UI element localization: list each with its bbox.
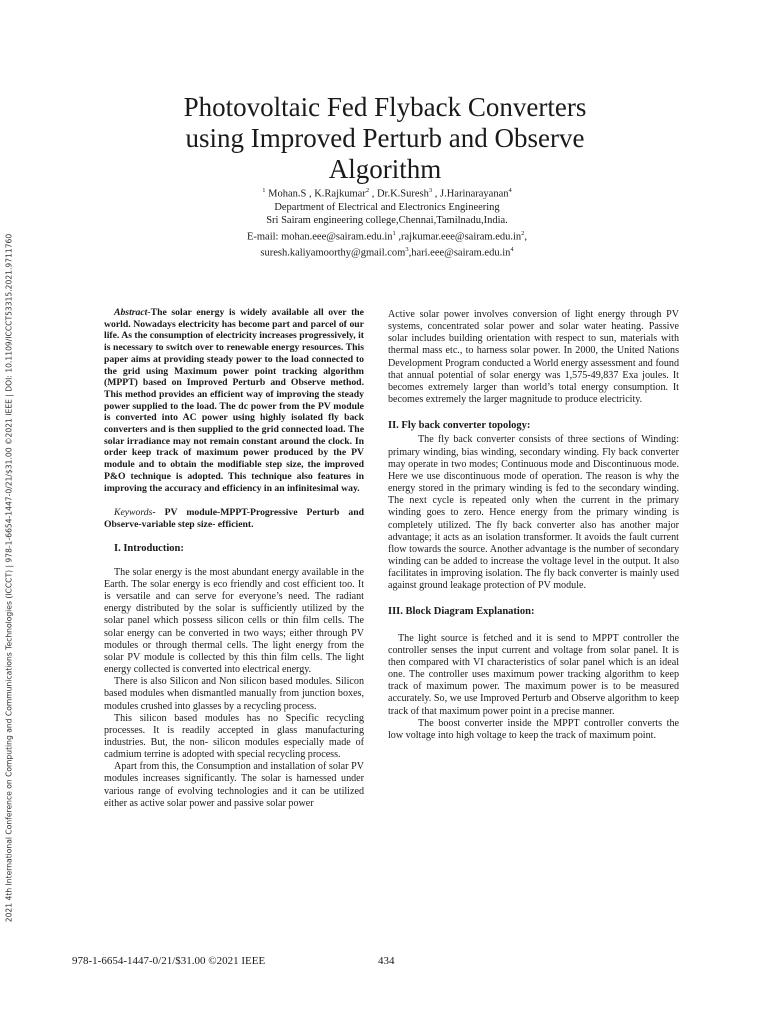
doi-sidebar [3, 185, 15, 970]
section-heading-block-diagram: III. Block Diagram Explanation: [388, 606, 535, 618]
intro-paragraph-1: The solar energy is the most abundant energy available in the Earth. The solar energy is eco friendly and cost efficient too. It is versatile and can serve for everyone’s need. The radiant energy distributed by the solar is sufficiently utilized by the solar panel which possess silicon cells or thin film cells. The solar energy can be converted in two ways; either through PV modules or through thermal cells. The light energy from the solar PV module is collected by this thin film cells. The light energy collected is converted into electrical energy. [104, 566, 364, 676]
intro-paragraph-3: This silicon based modules has no Specific recycling processes. It is readily accepted in glass manufacturing industries. But, the non- silicon modules especially made of cadmium terrine is adopted with special recycling process. [104, 712, 364, 761]
author-block [210, 184, 564, 260]
page-number: 434 [378, 955, 395, 967]
intro-paragraph-2: There is also Silicon and Non silicon based modules. Silicon based modules when dismantled manually from junction boxes, modules crushed into glasses by a recycling process. [104, 676, 364, 712]
footer-isbn: 978-1-6654-1447-0/21/$31.00 ©2021 IEEE [72, 955, 266, 967]
block-paragraph-2: The boost converter inside the MPPT controller converts the low voltage into high voltage to keep the track of maximum point. [388, 717, 679, 741]
section-heading-flyback: II. Fly back converter topology: [388, 420, 531, 432]
left-column [104, 307, 364, 810]
author-names: $^1$ Mohan.S , K.Rajkumar$^2$ , Dr.K.Suresh$^3$ , J.Harinarayanan$^4$ [262, 187, 512, 200]
title-line-1: Photovoltaic Fed Flyback Converters [183, 92, 587, 122]
block-paragraph-1: The light source is fetched and it is send to MPPT controller the controller senses the input current and voltage from solar panel. It is then compared with VI characteristics of solar panel which is an ideal one. The controller uses maximum power tracking algorithm to keep track of maximum power. The maximum power is to be measured accurately. So, we use Improved Perturb and Observe algorithm to keep track of that maximum power point in a precise manner. [388, 632, 679, 717]
keywords [104, 507, 364, 530]
author-department: Department of Electrical and Electronics Engineering [274, 201, 500, 213]
author-emails-1: E-mail: $mohan.eee@sairam.edu.in^1$ $,rajkumar.eee@sairam.edu.in^2$, [246, 229, 528, 242]
abstract-label: Abstract- [114, 307, 151, 318]
keywords-label: Keywords [114, 507, 153, 519]
abstract [104, 307, 364, 494]
doi-sidebar-text: 2021 4th International Conference on Computing and Communications Technologies (ICCCT) | 978-1-6654-1447-0/21/$31.00 ©2021 IEEE | DOI: 10.1109/ICCCT53315.2021.9711760 [4, 233, 14, 922]
abstract-text: The solar energy is widely available all over the world. Nowadays electricity has become part and parcel of our life. As the consumption of electricity increases progressively, it is necessary to switch over to renewable energy resources. This paper aims at providing steady power to the load connected to the grid using Maximum power point tracking algorithm (MPPT) based on Improved Perturb and Observe method. This method provides an efficient way of improving the steady power supplied to the load. The dc power from the PV module is converted into AC power using highly isolated fly back converters and is then supplied to the grid connected load. The solar irradiance may not remain constant around the clock. In order keep track of maximum power produced by the PV module and to obtain the modifiable step size, the improved P&O technique is adopted. This technique also features in improving the accuracy and efficiency in an infinitesimal way. [104, 307, 364, 494]
right-paragraph-1: Active solar power involves conversion of light energy through PV systems, concentrated solar power and solar water heating. Passive solar includes building orientation with respect to sun, materials with thermal mass etc., to harness solar power. In 2000, the United Nations Development Program conducted a World energy assessment and found that annual potential of solar energy was 1,575-49,837 Exa joules. It becomes extremely larger than world’s total energy consumption. It becomes extremely the larger magnitude to produce electricity. [388, 309, 679, 406]
paper-title [150, 92, 620, 185]
keywords-text: - PV module-MPPT-Progressive Perturb and Observe-variable step size- efficient. [104, 507, 364, 530]
right-column [388, 309, 679, 742]
flyback-paragraph: The fly back converter consists of three sections of Winding: primary winding, bias winding, secondary winding. Fly back converter may operate in two modes; Continuous mode and Discontinuous mode. Here we use discontinuous mode of operation. The reason is why the energy stored in the primary winding is fed to the secondary winding. The next cycle is repeated only when the current in the primary winding goes to zero. Hence energy from the primary winding is completely utilized. The fly back converter also has another major advantage; it acts as an isolation transformer. It avoids the fault current flow towards the source. Another advantage is the number of secondary winding can be added to increase the voltage level in the output. It also facilitates in improving isolation. The fly back converter is mainly used against ground leakage protection of PV module. [388, 434, 679, 592]
author-emails-2: $suresh.kaliyamoorthy@gmail.com^3,hari.eee@sairam.edu.in^4$ [260, 246, 514, 259]
section-heading-introduction: I. Introduction: [114, 542, 184, 554]
intro-paragraph-4: Apart from this, the Consumption and installation of solar PV modules increases significantly. The solar is harnessed under various range of evolving technologies and it can be utilized either as active solar power and passive solar power [104, 761, 364, 809]
title-line-3: Algorithm [328, 154, 442, 184]
title-line-2: using Improved Perturb and Observe [185, 123, 585, 153]
author-college: Sri Sairam engineering college,Chennai,Tamilnadu,India. [266, 214, 508, 226]
